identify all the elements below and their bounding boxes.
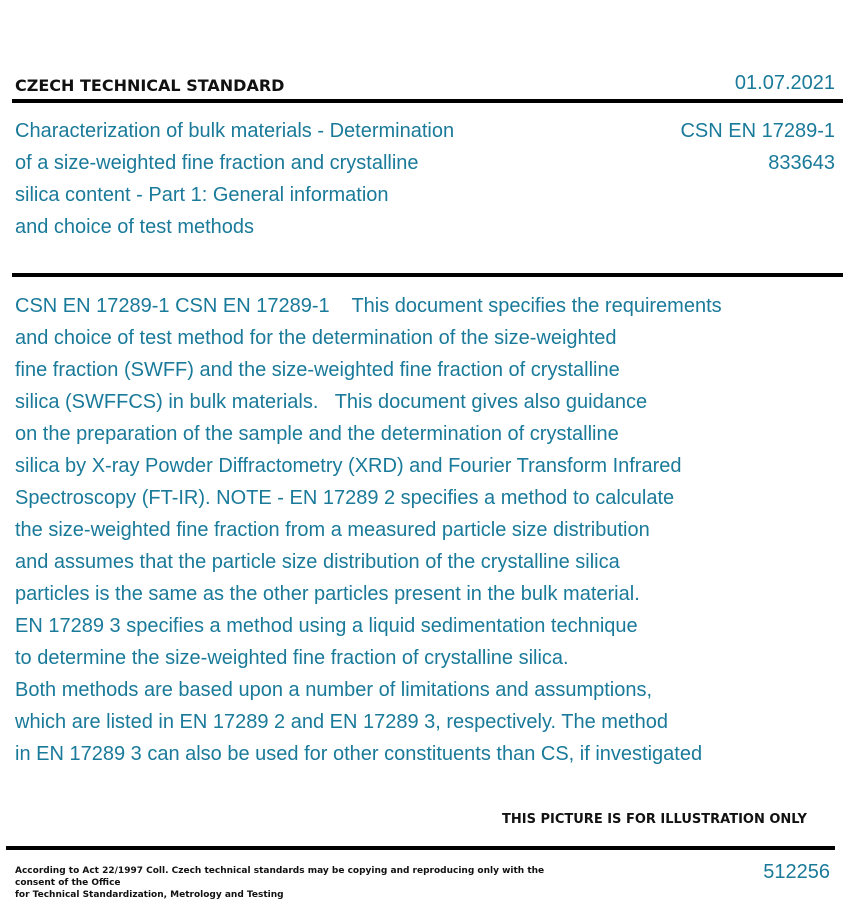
abstract-line: Spectroscopy (FT-IR). NOTE - EN 17289 2 specifies a method to calculate [15, 487, 675, 509]
footer-divider [6, 846, 835, 850]
footer-code: 512256 [763, 861, 830, 883]
abstract-line: and choice of test method for the determination of the size-weighted [15, 327, 617, 349]
illustration-note: THIS PICTURE IS FOR ILLUSTRATION ONLY [502, 812, 807, 827]
abstract-line: the size-weighted fine fraction from a measured particle size distribution [15, 519, 650, 541]
abstract-line: EN 17289 3 specifies a method using a liquid sedimentation technique [15, 615, 638, 637]
title-line: and choice of test methods [15, 216, 255, 238]
legal-line: for Technical Standardization, Metrology and Testing [15, 890, 284, 900]
header-divider [12, 99, 843, 103]
title-line: silica content - Part 1: General information [15, 184, 389, 206]
catalog-number: 833643 [768, 152, 835, 174]
publication-date: 01.07.2021 [734, 72, 835, 94]
abstract-line: CSN EN 17289-1 CSN EN 17289-1 This document specifies the requirements [15, 295, 722, 317]
title-line: Characterization of bulk materials - Determination [15, 120, 455, 142]
abstract-line: in EN 17289 3 can also be used for other constituents than CS, if investigated [15, 743, 703, 765]
abstract-line: particles is the same as the other particles present in the bulk material. [15, 583, 640, 605]
legal-notice [15, 865, 585, 901]
legal-line: According to Act 22/1997 Coll. Czech technical standards may be copying and reproducing only with the consent of the Office [15, 866, 545, 888]
title-line: of a size-weighted fine fraction and crystalline [15, 152, 419, 174]
abstract-line: fine fraction (SWFF) and the size-weighted fine fraction of crystalline [15, 359, 620, 381]
abstract-line: which are listed in EN 17289 2 and EN 17289 3, respectively. The method [15, 711, 668, 733]
abstract-text [15, 290, 835, 770]
abstract-line: silica by X-ray Powder Diffractometry (XRD) and Fourier Transform Infrared [15, 455, 682, 477]
abstract-line: on the preparation of the sample and the determination of crystalline [15, 423, 619, 445]
abstract-line: Both methods are based upon a number of limitations and assumptions, [15, 679, 653, 701]
standard-identifiers [680, 115, 835, 179]
document-type-label: CZECH TECHNICAL STANDARD [15, 76, 285, 95]
document-title [15, 115, 535, 243]
abstract-line: silica (SWFFCS) in bulk materials. This document gives also guidance [15, 391, 648, 413]
title-divider [12, 273, 843, 277]
abstract-line: and assumes that the particle size distribution of the crystalline silica [15, 551, 620, 573]
abstract-line: to determine the size-weighted fine fraction of crystalline silica. [15, 647, 569, 669]
standard-code: CSN EN 17289-1 [680, 120, 835, 142]
